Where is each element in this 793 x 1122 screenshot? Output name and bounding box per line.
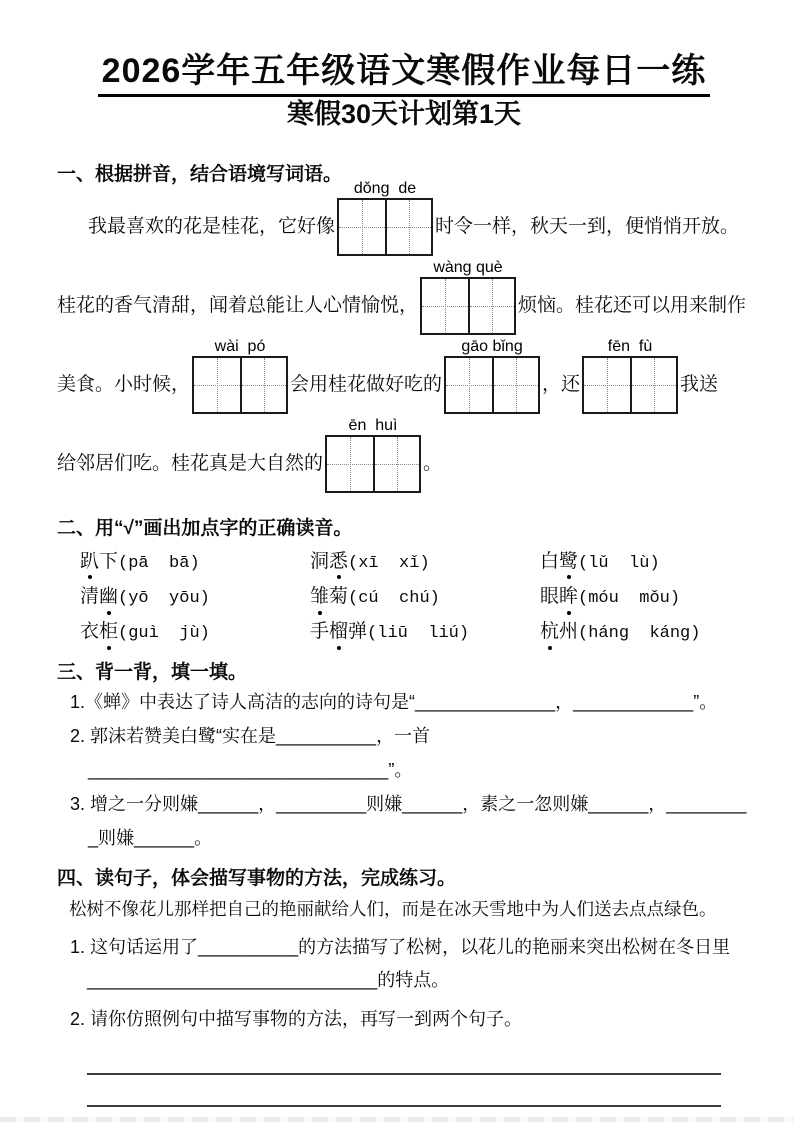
pinyin-writing-box[interactable] bbox=[337, 180, 433, 256]
header bbox=[57, 52, 751, 130]
pinyin-options[interactable]: (yō yōu) bbox=[118, 589, 210, 609]
pronunciation-item[interactable] bbox=[80, 586, 310, 609]
section4-heading: 四、读句子，体会描写事物的方法，完成练习。 bbox=[57, 867, 457, 889]
passage-row bbox=[57, 417, 751, 503]
pinyin-writing-box[interactable] bbox=[192, 338, 288, 414]
pinyin-label: gāo bǐng bbox=[461, 338, 523, 356]
worksheet-title: 2026学年五年级语文寒假作业每日一练 bbox=[98, 52, 711, 97]
fill-blank-item[interactable]: 1. 这句话运用了__________的方法描写了松树，以花儿的艳丽来突出松树在冬日里 bbox=[70, 936, 731, 957]
fill-blank-continuation[interactable]: _____________________________的特点。 bbox=[87, 969, 450, 990]
grid-cell[interactable] bbox=[194, 358, 240, 412]
pinyin-label: dǒng de bbox=[353, 180, 417, 198]
pinyin-options[interactable]: (lǔ lù) bbox=[578, 553, 660, 573]
fill-blank-item[interactable]: 2. 郭沫若赞美白鹭“实在是__________，一首______________________________”。 bbox=[70, 725, 431, 780]
tianzige-grid[interactable] bbox=[337, 198, 433, 256]
dotted-character: 悉 bbox=[329, 550, 349, 572]
pinyin-label: fēn fù bbox=[607, 338, 653, 356]
tianzige-grid[interactable] bbox=[325, 435, 421, 493]
passage-text: 给邻居们吃。桂花真是大自然的 bbox=[57, 452, 324, 474]
tianzige-grid[interactable] bbox=[582, 356, 678, 414]
grid-cell[interactable] bbox=[468, 279, 514, 333]
section-sentence-practice bbox=[57, 867, 751, 1122]
pronunciation-item[interactable] bbox=[310, 621, 540, 644]
pinyin-options[interactable]: (guì jù) bbox=[118, 624, 210, 644]
tianzige-grid[interactable] bbox=[192, 356, 288, 414]
word-pre: 洞 bbox=[310, 550, 330, 572]
answer-area bbox=[87, 1043, 751, 1122]
section3-heading: 三、背一背，填一填。 bbox=[57, 661, 248, 683]
dotted-character: 柜 bbox=[99, 621, 119, 643]
passage-text: ，还 bbox=[542, 373, 581, 395]
pronunciation-item[interactable] bbox=[540, 586, 751, 609]
grid-cell[interactable] bbox=[339, 200, 385, 254]
word-post: 下 bbox=[99, 550, 119, 572]
pinyin-writing-box[interactable] bbox=[420, 259, 516, 335]
pinyin-options[interactable]: (xī xǐ) bbox=[348, 553, 430, 573]
word-pre: 手 bbox=[310, 621, 330, 643]
tianzige-grid[interactable] bbox=[420, 277, 516, 335]
grid-cell[interactable] bbox=[584, 358, 630, 412]
writing-prompt: 2. 请你仿照例句中描写事物的方法，再写一到两个句子。 bbox=[70, 1008, 523, 1029]
passage-text: 桂花的香气清甜，闻着总能让人心情愉悦， bbox=[57, 294, 419, 316]
dotted-character: 榴 bbox=[329, 621, 349, 643]
dotted-character: 杭 bbox=[540, 621, 560, 643]
pinyin-options[interactable]: (liū liú) bbox=[367, 624, 470, 644]
fill-blank-item[interactable]: 1.《蝉》中表达了诗人高洁的志向的诗句是“______________，____________”。 bbox=[70, 691, 718, 712]
pinyin-options[interactable]: (móu mǒu) bbox=[578, 589, 681, 609]
grid-cell[interactable] bbox=[422, 279, 468, 333]
section-pronunciation bbox=[57, 517, 751, 645]
grid-cell[interactable] bbox=[327, 437, 373, 491]
pronunciation-item[interactable] bbox=[80, 621, 310, 644]
passage-text: 美食。小时候， bbox=[57, 373, 191, 395]
pinyin-label: wài pó bbox=[214, 338, 266, 356]
answer-line[interactable] bbox=[87, 1075, 721, 1107]
pinyin-options[interactable]: (pā bā) bbox=[118, 553, 200, 573]
pronunciation-item[interactable] bbox=[540, 621, 751, 644]
dotted-character: 眸 bbox=[559, 586, 579, 608]
pinyin-writing-box[interactable] bbox=[444, 338, 540, 414]
dotted-character: 趴 bbox=[80, 550, 100, 572]
grid-cell[interactable] bbox=[385, 200, 431, 254]
word-post: 弹 bbox=[348, 621, 368, 643]
passage-row bbox=[57, 180, 751, 266]
grid-cell[interactable] bbox=[446, 358, 492, 412]
answer-line[interactable] bbox=[87, 1043, 721, 1075]
pinyin-options[interactable]: (háng káng) bbox=[578, 624, 701, 644]
tianzige-grid[interactable] bbox=[444, 356, 540, 414]
cropped-next-page-text-artifact bbox=[0, 1117, 793, 1122]
grid-cell[interactable] bbox=[240, 358, 286, 412]
section-recite-fill bbox=[57, 661, 751, 855]
word-post: 菊 bbox=[329, 586, 349, 608]
pronunciation-item[interactable] bbox=[540, 551, 751, 574]
grid-cell[interactable] bbox=[492, 358, 538, 412]
dotted-character: 幽 bbox=[99, 586, 119, 608]
passage-text: 会用桂花做好吃的 bbox=[290, 373, 443, 395]
pronunciation-item[interactable] bbox=[310, 551, 540, 574]
pinyin-label: wàng què bbox=[433, 259, 503, 277]
passage-text: 我送 bbox=[680, 373, 719, 395]
worksheet-subtitle: 寒假30天计划第1天 bbox=[286, 99, 522, 130]
passage-text: 。 bbox=[423, 452, 443, 474]
example-sentence: 松树不像花儿那样把自己的艳丽献给人们，而是在冰天雪地中为人们送去点点绿色。 bbox=[69, 899, 717, 920]
pronunciation-grid bbox=[80, 551, 751, 645]
word-post: 州 bbox=[559, 621, 579, 643]
pinyin-writing-box[interactable] bbox=[325, 417, 421, 493]
section2-heading: 二、用“√”画出加点字的正确读音。 bbox=[57, 517, 353, 539]
grid-cell[interactable] bbox=[373, 437, 419, 491]
pinyin-options[interactable]: (cú chú) bbox=[348, 589, 440, 609]
fill-blank-item[interactable]: 3. 增之一分则嫌______，_________则嫌______，素之一忽则嫌______，_________则嫌______。 bbox=[70, 793, 747, 848]
passage-text: 我最喜欢的花是桂花，它好像 bbox=[88, 215, 336, 237]
passage-text: 时令一样，秋天一到，便悄悄开放。 bbox=[435, 215, 740, 237]
pronunciation-item[interactable] bbox=[80, 551, 310, 574]
passage-row bbox=[57, 338, 751, 424]
pinyin-label: ēn huì bbox=[348, 417, 398, 435]
word-pre: 衣 bbox=[80, 621, 100, 643]
passage-text: 烦恼。桂花还可以用来制作 bbox=[518, 294, 747, 316]
grid-cell[interactable] bbox=[630, 358, 676, 412]
pinyin-writing-box[interactable] bbox=[582, 338, 678, 414]
word-pre: 清 bbox=[80, 586, 100, 608]
dotted-character: 鹭 bbox=[559, 550, 579, 572]
pronunciation-item[interactable] bbox=[310, 586, 540, 609]
word-pre: 白 bbox=[540, 550, 560, 572]
section1-heading: 一、根据拼音，结合语境写词语。 bbox=[57, 164, 343, 186]
dotted-character: 雏 bbox=[310, 586, 330, 608]
word-pre: 眼 bbox=[540, 586, 560, 608]
passage-row bbox=[57, 259, 751, 345]
section-pinyin-words bbox=[57, 163, 751, 503]
